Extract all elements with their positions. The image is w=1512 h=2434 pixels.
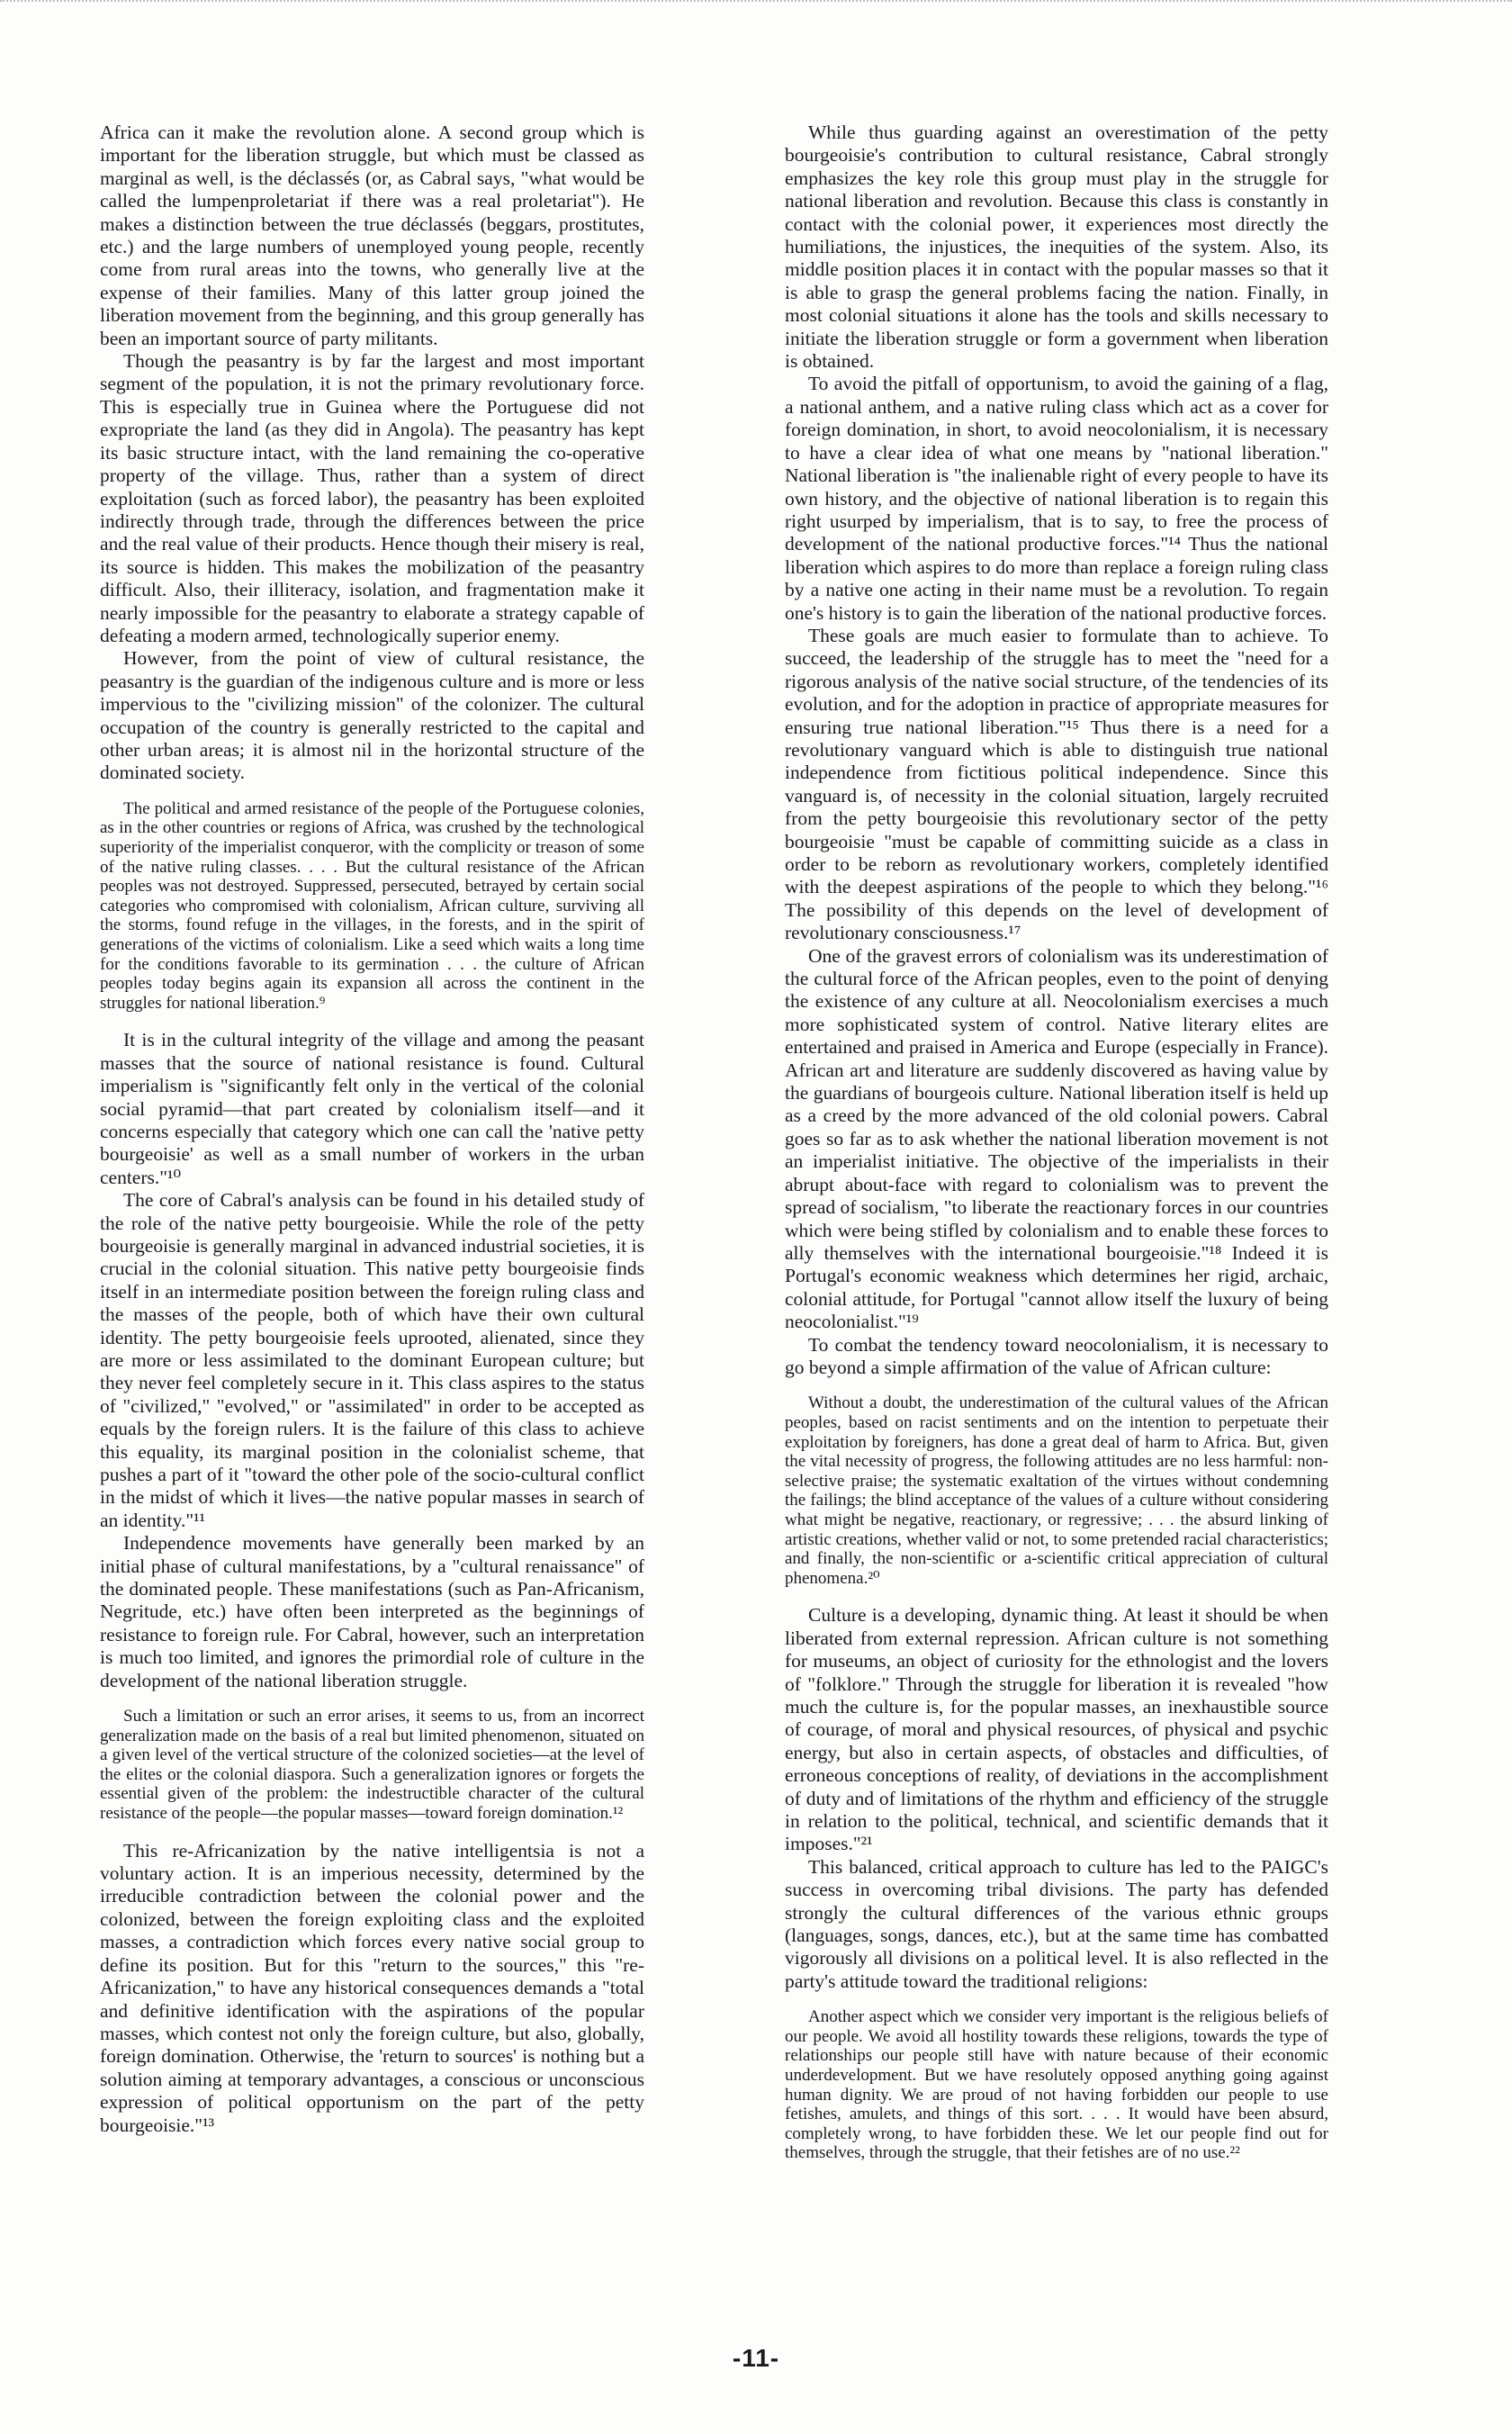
scan-edge bbox=[0, 0, 1512, 22]
paragraph: This balanced, critical approach to culture has led to the PAIGC's success in overcoming tribal divisions. The party has defended strongly the cultural differences of the various ethnic groups (languages, songs, dances, etc.), but at the same time has combatted vigorously all divisions on a political level. It is also reflected in the party's attitude toward the traditional religions: bbox=[785, 1855, 1328, 1992]
paragraph: This re-Africanization by the native intelligentsia is not a voluntary action. It is an imperious necessity, determined by the irreducible contradiction between the colonial power and the colonized, between the foreign exploiting class and the exploited masses, a contradiction which forces every native social group to define its position. But for this "return to the sources," this "re-Africanization," to have any historical consequences demands a "total and definitive identification with the aspirations of the popular masses, which contest not only the foreign culture, but also, globally, foreign domination. Otherwise, the 'return to sources' is nothing but a solution aiming at temporary advantages, a conscious or unconscious expression of political opportunism on the part of the petty bourgeoisie."¹³ bbox=[100, 1839, 644, 2136]
right-column bbox=[785, 122, 1328, 2179]
paragraph: To avoid the pitfall of opportunism, to avoid the gaining of a flag, a national anthem, and a native ruling class which act as a cover for foreign domination, in short, to avoid neocolonialism, it is necessary to have a clear idea of what one means by "national liberation." National liberation is "the inalienable right of every people to have its own history, and the objective of national liberation is to regain this right usurped by imperialism, that is to say, to free the process of development of the national productive forces."¹⁴ Thus the national liberation which aspires to do more than replace a foreign ruling class by a native one acting in their name must be a revolution. To regain one's history is to gain the liberation of the national productive forces. bbox=[785, 373, 1328, 624]
paragraph: Though the peasantry is by far the largest and most important segment of the population, it is not the primary revolutionary force. This is especially true in Guinea where the Portuguese did not expropriate the land (as they did in Angola). The peasantry has kept its basic structure intact, with the land remaining the co-operative property of the village. Thus, rather than a system of direct exploitation (such as forced labor), the peasantry has been exploited indirectly through trade, through the differences between the price and the real value of their products. Hence though their misery is real, its source is hidden. This makes the mobilization of the peasantry difficult. Also, their illiteracy, isolation, and fragmentation make it nearly impossible for the peasantry to elaborate a strategy capable of defeating a modern armed, technologically superior enemy. bbox=[100, 350, 644, 646]
left-column bbox=[100, 122, 644, 2137]
block-quote: The political and armed resistance of the people of the Portuguese colonies, as in the other countries or regions of Africa, was crushed by the technological superiority of the imperialist conqueror, with the complicity or treason of some of the native ruling classes. . . . But the cultural resistance of the African peoples was not destroyed. Suppressed, persecuted, betrayed by certain social categories who compromised with colonialism, African culture, surviving all the storms, found refuge in the villages, in the forests, and in the spirit of generations of the victims of colonialism. Like a seed which waits a long time for the conditions favorable to its germination . . . the culture of African peoples today begins again its expansion all across the continent in the struggles for national liberation.⁹ bbox=[100, 798, 644, 1013]
paragraph: To combat the tendency toward neocolonialism, it is necessary to go beyond a simple affirmation of the value of African culture: bbox=[785, 1333, 1328, 1378]
paragraph: It is in the cultural integrity of the village and among the peasant masses that the source of national resistance is found. Cultural imperialism is "significantly felt only in the vertical of the colonial social pyramid—that part created by colonialism itself—and it concerns especially that category which one can call the 'native petty bourgeoisie' as well as a small number of workers in the urban centers."¹⁰ bbox=[100, 1029, 644, 1188]
block-quote: Such a limitation or such an error arises, it seems to us, from an incorrect generalization made on the basis of a real but limited phenomenon, situated on a given level of the vertical structure of the colonized societies—at the level of the elites or the colonial diaspora. Such a generalization ignores or forgets the essential given of the problem: the indestructible character of the cultural resistance of the people—the popular masses—toward foreign domination.¹² bbox=[100, 1707, 644, 1824]
block-quote: Another aspect which we consider very important is the religious beliefs of our people. We avoid all hostility towards these religions, towards the type of relationships our people still have with nature because of their economic underdevelopment. But we have resolutely opposed anything going against human dignity. We are proud of not having forbidden our people to use fetishes, amulets, and things of this sort. . . . It would have been absurd, completely wrong, to have forbidden these. We let our people find out for themselves, through the struggle, that their fetishes are of no use.²² bbox=[785, 2007, 1328, 2163]
paragraph: While thus guarding against an overestimation of the petty bourgeoisie's contribution to cultural resistance, Cabral strongly emphasizes the key role this group must play in the struggle for national liberation and revolution. Because this class is constantly in contact with the colonial power, it experiences most directly the humiliations, the injustices, the inequities of the system. Also, its middle position places it in contact with the popular masses so that it is able to grasp the general problems facing the nation. Finally, in most colonial situations it alone has the tools and skills necessary to initiate the liberation struggle or form a government when liberation is obtained. bbox=[785, 122, 1328, 373]
block-quote: Without a doubt, the underestimation of the cultural values of the African peoples, based on racist sentiments and on the intention to perpetuate their exploitation by foreigners, has done a great deal of harm to Africa. But, given the vital necessity of progress, the following attitudes are no less harmful: non-selective praise; the systematic exaltation of the virtues without condemning the failings; the blind acceptance of the values of a culture without considering what might be negative, reactionary, or regressive; . . . the absurd linking of artistic creations, whether valid or not, to some pretended racial characteristics; and finally, the non-scientific or a-scientific critical appreciation of cultural phenomena.²⁰ bbox=[785, 1393, 1328, 1588]
paragraph: One of the gravest errors of colonialism was its underestimation of the cultural force of the African peoples, even to the point of denying the existence of any culture at all. Neocolonialism exercises a much more sophisticated system of control. Native literary elites are entertained and praised in America and Europe (especially in France). African art and literature are suddenly discovered as having value by the guardians of bourgeois culture. National liberation itself is held up as a creed by the more advanced of the old colonial powers. Cabral goes so far as to ask whether the national liberation movement is not an imperialist initiative. The objective of the imperialists in their abrupt about-face with regard to colonialism was to prevent the spread of socialism, "to liberate the reactionary forces in our countries which were being stifled by colonialism and to enable these forces to ally themselves with the international bourgeoisie."¹⁸ Indeed it is Portugal's economic weakness which determines her rigid, archaic, colonial attitude, for Portugal "cannot allow itself the luxury of being neocolonialist."¹⁹ bbox=[785, 944, 1328, 1333]
paragraph: These goals are much easier to formulate than to achieve. To succeed, the leadership of the struggle has to meet the "need for a rigorous analysis of the native social structure, of the tendencies of its evolution, and for the adoption in practice of appropriate measures for ensuring true national liberation."¹⁵ Thus there is a need for a revolutionary vanguard which is able to distinguish true national independence from fictitious political independence. Since this vanguard is, of necessity in the colonial situation, largely recruited from the petty bourgeoisie this revolutionary sector of the petty bourgeoisie "must be capable of committing suicide as a class in order to be reborn as revolutionary workers, completely identified with the deepest aspirations of the people to which they belong."¹⁶ The possibility of this depends on the level of development of revolutionary consciousness.¹⁷ bbox=[785, 624, 1328, 944]
paragraph: Independence movements have generally been marked by an initial phase of cultural manifestations, by a "cultural renaissance" of the dominated people. These manifestations (such as Pan-Africanism, Negritude, etc.) have often been interpreted as the beginnings of resistance to foreign rule. For Cabral, however, such an interpretation is much too limited, and ignores the primordial role of culture in the development of the national liberation struggle. bbox=[100, 1532, 644, 1691]
page-number: -11- bbox=[732, 2344, 780, 2372]
paragraph: However, from the point of view of cultural resistance, the peasantry is the guardian of the indigenous culture and is more or less impervious to the "civilizing mission" of the colonizer. The cultural occupation of the country is generally restricted to the capital and other urban areas; it is almost nil in the horizontal structure of the dominated society. bbox=[100, 647, 644, 784]
paragraph: The core of Cabral's analysis can be found in his detailed study of the role of the native petty bourgeoisie. While the role of the petty bourgeoisie is generally marginal in advanced industrial societies, it is crucial in the colonial situation. This native petty bourgeoisie finds itself in an intermediate position between the foreign ruling class and the masses of the people, both of which have their own cultural identity. The petty bourgeoisie feels uprooted, alienated, since they are more or less assimilated to the dominant European culture; but they never feel completely secure in it. This class aspires to the status of "civilized," "evolved," or "assimilated" in order to be accepted as equals by the foreign rulers. It is the failure of this class to achieve this equality, its marginal position in the colonialist scheme, that pushes a part of it "toward the other pole of the socio-cultural conflict in the midst of which it lives—the native popular masses in search of an identity."¹¹ bbox=[100, 1189, 644, 1531]
paragraph: Africa can it make the revolution alone. A second group which is important for the liberation struggle, but which must be classed as marginal as well, is the déclassés (or, as Cabral says, "what would be called the lumpenproletariat if there was a real proletariat"). He makes a distinction between the true déclassés (beggars, prostitutes, etc.) and the large numbers of unemployed young people, recently come from rural areas into the towns, who generally live at the expense of their families. Many of this latter group joined the liberation movement from the beginning, and this group generally has been an important source of party militants. bbox=[100, 122, 644, 349]
paragraph: Culture is a developing, dynamic thing. At least it should be when liberated from external repression. African culture is not something for museums, an object of curiosity for the ethnologist and the lovers of "folklore." Through the struggle for liberation it is revealed "how much the culture is, for the popular masses, an inexhaustible source of courage, of moral and physical resources, of physical and psychic energy, but also in certain aspects, of obstacles and difficulties, of erroneous conceptions of reality, of deviations in the accomplishment of duty and of limitations of the rhythm and efficiency of the struggle in relation to the political, technical, and scientific demands that it imposes."²¹ bbox=[785, 1604, 1328, 1855]
